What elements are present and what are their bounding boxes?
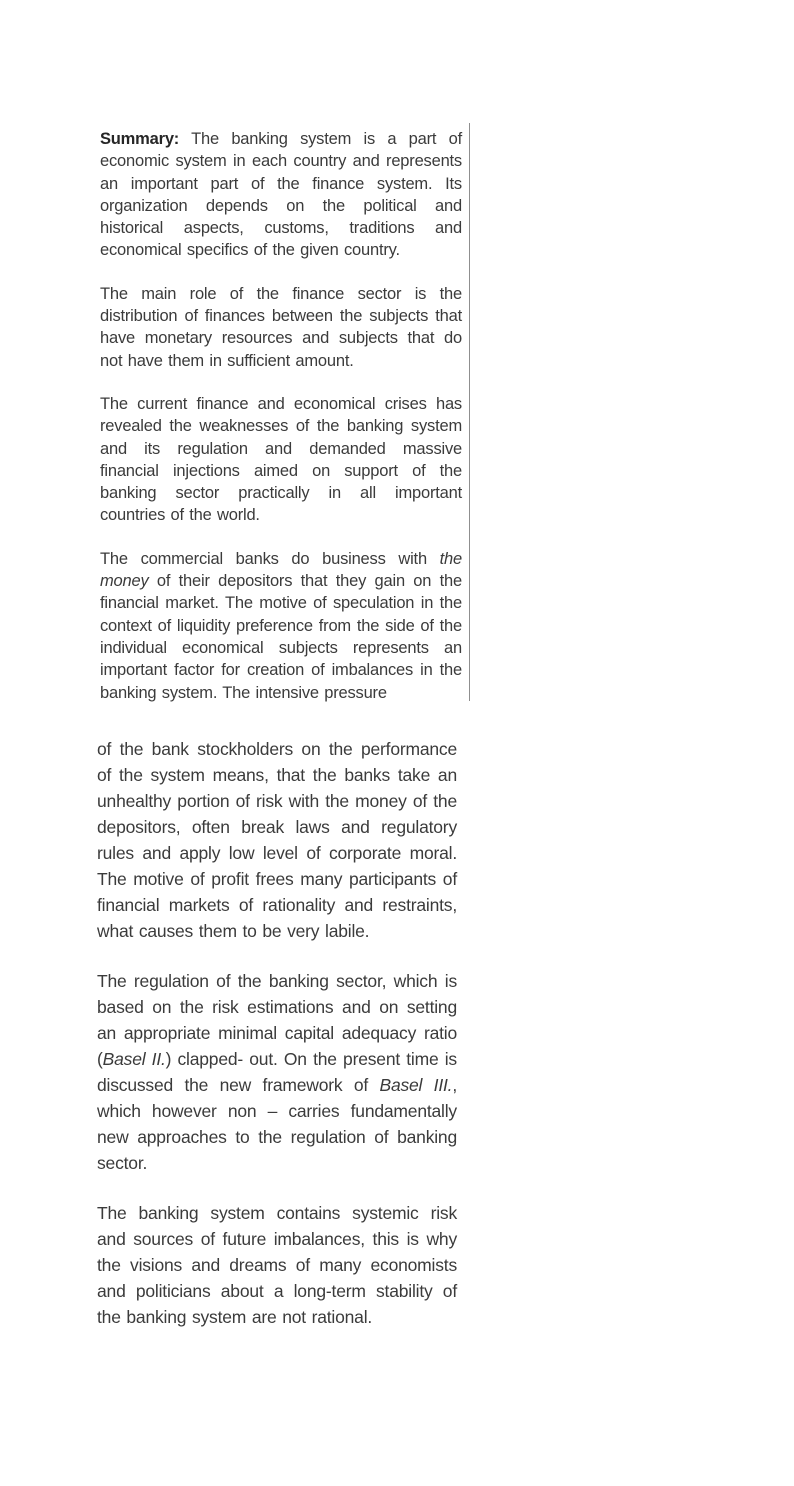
summary-continuation-block — [97, 736, 457, 1330]
emphasized-text-run: Basel II. — [102, 1049, 166, 1069]
text-run: The commercial banks do business with — [100, 549, 440, 568]
text-run: of their depositors that they gain on the financial market. The motive of speculation in the context of liquidity preference from the side of the individual economical subjects represents an important factor for creation of imbalances in the banking system. The intensive pressure — [100, 572, 462, 702]
column-divider-rule — [469, 123, 470, 701]
paragraph — [100, 283, 462, 372]
emphasized-text-run: Basel III. — [379, 1075, 453, 1095]
text-run: ) clapped- out. On the present time is discussed the new framework of — [97, 1049, 457, 1095]
summary-text-block — [100, 128, 462, 704]
text-run: The banking system contains systemic risk and sources of future imbalances, this is why the visions and dreams of many economists and politicians about a long-term stability of the banking system are not rational. — [97, 1203, 457, 1327]
text-run: The regulation of the banking sector, which is based on the risk estimations and on setting an appropriate minimal capital adequacy ratio ( — [97, 971, 457, 1069]
text-run: of the bank stockholders on the performance of the system means, that the banks take an unhealthy portion of risk with the money of the depositors, often break laws and regulatory rules and apply low level of corporate moral. The motive of profit frees many participants of financial markets of rationality and restraints, what causes them to be very labile. — [97, 739, 457, 941]
paragraph — [97, 1200, 457, 1330]
emphasized-text-run: the money — [100, 549, 462, 591]
paragraph — [100, 128, 462, 262]
paragraph — [100, 548, 462, 704]
paragraph — [100, 393, 462, 527]
text-run: The banking system is a part of economic system in each country and represents an important part of the finance system. Its organization depends on the political and historical aspects, customs, traditions and economical specifics of the given country. — [100, 130, 462, 260]
text-run: The main role of the finance sector is the distribution of finances between the subjects that have monetary resources and subjects that do not have them in sufficient amount. — [100, 284, 462, 370]
text-run: , which however non – carries fundamentally new approaches to the regulation of banking sector. — [97, 1075, 457, 1173]
summary-label: Summary: — [100, 130, 180, 148]
text-run: The current finance and economical crises has revealed the weaknesses of the banking system and its regulation and demanded massive financial injections aimed on support of the banking sector practically in all important countries of the world. — [100, 394, 462, 525]
paragraph — [97, 968, 457, 1176]
paragraph — [97, 736, 457, 944]
